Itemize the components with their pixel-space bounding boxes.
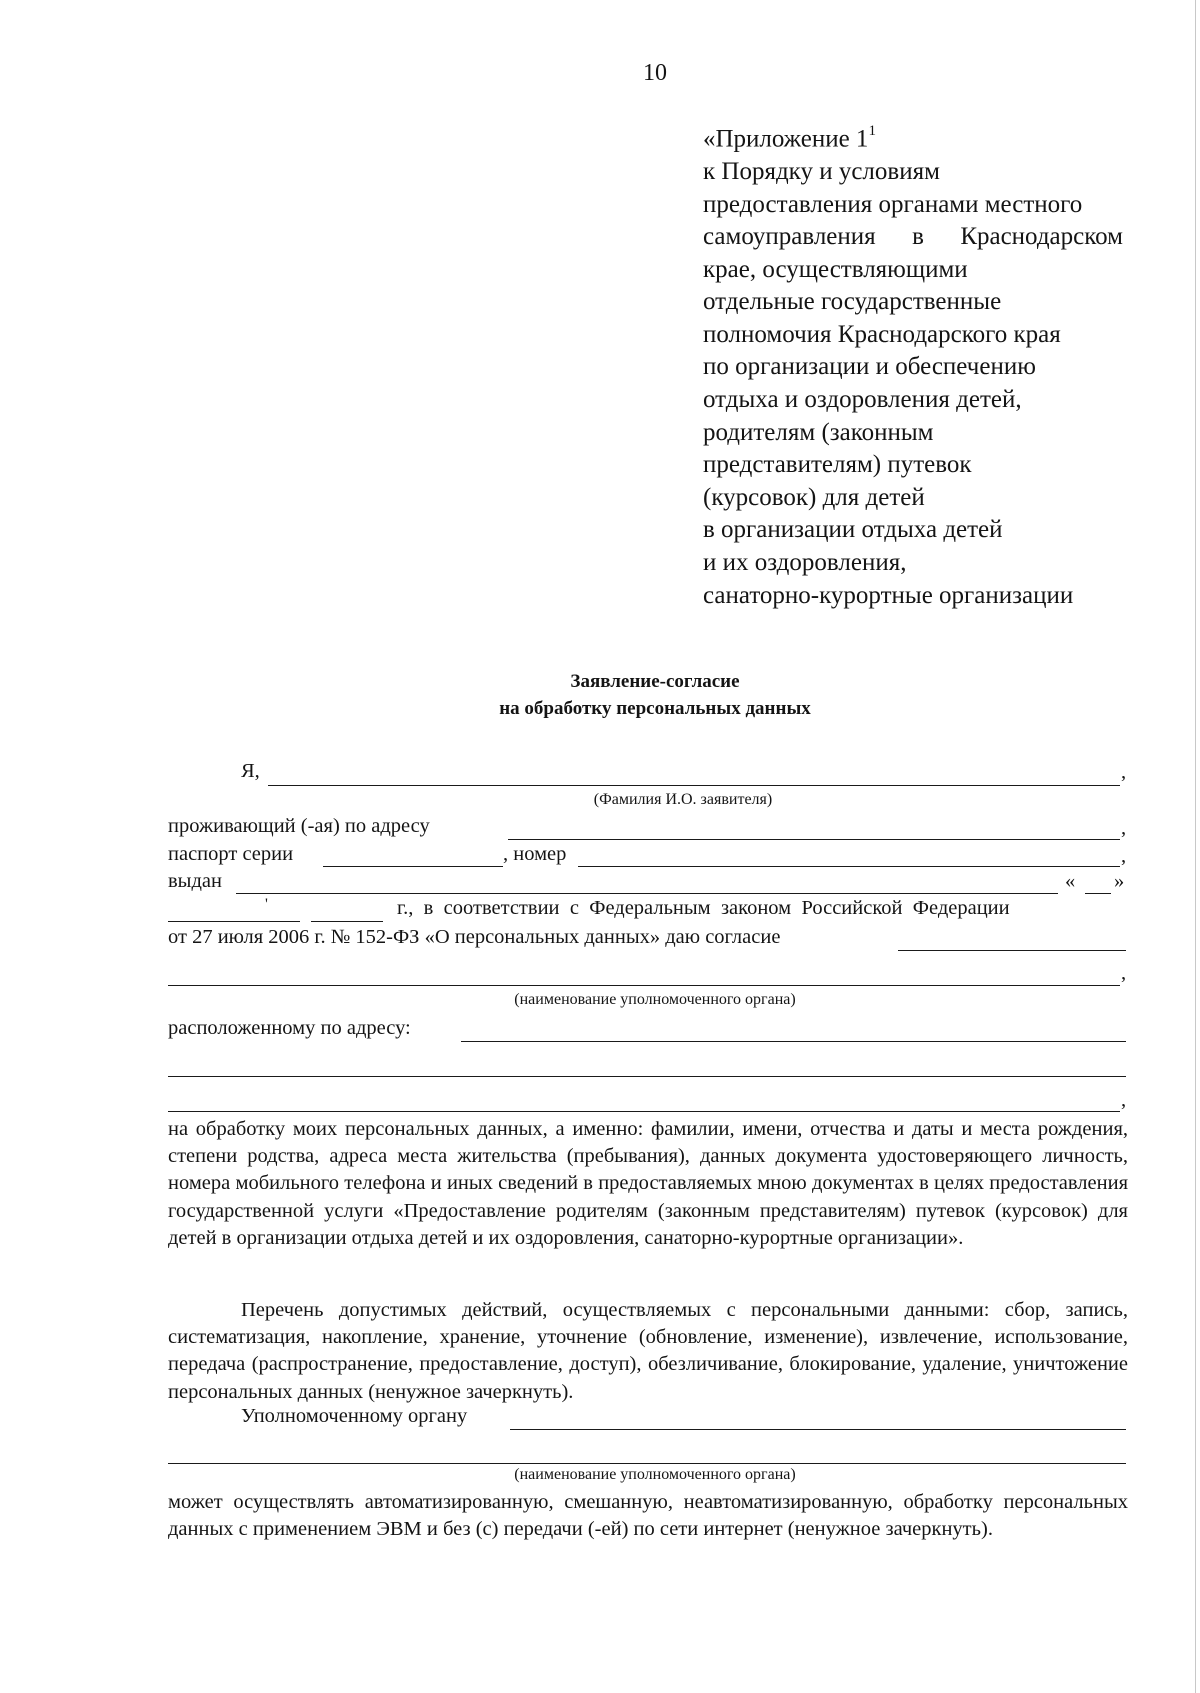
apostrophe-mark: ' [265, 896, 268, 913]
consent-to-field[interactable] [898, 950, 1126, 951]
month-field[interactable] [168, 921, 300, 922]
appendix-line: по организации и обеспечению [703, 353, 1036, 381]
authorized-authority-field-2[interactable] [168, 1463, 1126, 1464]
authority-name-field[interactable] [168, 985, 1120, 986]
law-reference-text: г., в соответствии с Федеральным законом Российской Федерации [397, 897, 1010, 919]
appendix-line: санаторно-курортные организации [703, 581, 1074, 609]
issued-label: выдан [168, 870, 222, 892]
appendix-line: предоставления органами местного [703, 190, 1083, 218]
passport-label: паспорт серии [168, 843, 294, 865]
passport-number-field[interactable] [578, 866, 1120, 867]
appendix-line: самоуправления в Краснодарском [703, 223, 1123, 251]
title-line-2: на обработку персональных данных [499, 698, 811, 719]
located-label: расположенному по адресу: [168, 1017, 411, 1039]
year-field[interactable] [311, 921, 383, 922]
appendix-line: полномочия Краснодарского края [703, 320, 1061, 348]
comma: , [1121, 817, 1127, 839]
quote-open: « [1065, 870, 1076, 892]
ya-label: Я, [241, 760, 260, 782]
authority-caption: (наименование уполномоченного органа) [514, 991, 796, 1008]
appendix-line: родителям (законным [703, 418, 934, 446]
residing-label: проживающий (-ая) по адресу [168, 815, 430, 837]
number-label: , номер [503, 843, 567, 865]
page-number: 10 [643, 60, 667, 86]
authority-address-field[interactable] [461, 1041, 1126, 1042]
title-line-1: Заявление-согласие [570, 671, 740, 692]
document-title [0, 668, 1200, 722]
passport-series-field[interactable] [323, 866, 503, 867]
applicant-name-field[interactable] [268, 785, 1120, 786]
consent-text: от 27 июля 2006 г. № 152-ФЗ «О персональных данных» даю согласие [168, 926, 781, 948]
applicant-caption: (Фамилия И.О. заявителя) [593, 791, 773, 808]
appendix-line: и их оздоровления, [703, 549, 907, 577]
quote-close: » [1114, 870, 1125, 892]
day-field[interactable] [1085, 893, 1111, 894]
authority-address-field-2[interactable] [168, 1076, 1126, 1077]
comma: , [1121, 1089, 1127, 1111]
scan-edge-line [1195, 0, 1196, 1693]
authorized-label: Уполномоченному органу [241, 1405, 468, 1427]
appendix-line: отдельные государственные [703, 288, 1002, 316]
actions-paragraph: Перечень допустимых действий, осуществляемых с персональными данными: сбор, запись, систематизация, накопление, хранение, уточнение (обновление, изменение), извлечение, использование, передача (распространение, предоставление, доступ), обезличивание, блокирование, удаление, уничтожение персональных данных (ненужное зачеркнуть). [168, 1299, 1128, 1403]
address-field[interactable] [508, 839, 1120, 840]
appendix-superscript: 1 [868, 123, 876, 139]
appendix-line: представителям) путевок [703, 451, 972, 479]
appendix-block [703, 117, 1123, 612]
comma: , [1121, 845, 1127, 867]
consent-paragraph: на обработку моих персональных данных, а именно: фамилии, имени, отчества и даты и места рождения, степени родства, адреса места жительства (пребывания), данных документа удостоверяющего личность, номера мобильного телефона и иных сведений в предоставляемых мною документах в целях предоставления государственной услуги «Предоставление родителям (законным представителям) путевок (курсовок) для детей в организации отдыха детей и их оздоровления, санаторно-курортные организации». [168, 1118, 1128, 1249]
authority-address-field-3[interactable] [168, 1111, 1120, 1112]
comma: , [1121, 962, 1127, 984]
appendix-line: крае, осуществляющими [703, 255, 968, 283]
comma: , [1121, 761, 1127, 783]
authorized-authority-field[interactable] [510, 1429, 1126, 1430]
issued-by-field[interactable] [236, 893, 1058, 894]
appendix-line: «Приложение $1^1$ [703, 123, 876, 153]
appendix-line: к Порядку и условиям [703, 157, 940, 185]
processing-paragraph: может осуществлять автоматизированную, смешанную, неавтоматизированную, обработку персональных данных с применением ЭВМ и без (с) передачи (-ей) по сети интернет (ненужное зачеркнуть). [168, 1491, 1128, 1541]
authority-caption-2: (наименование уполномоченного органа) [514, 1466, 796, 1483]
appendix-line: в организации отдыха детей [703, 516, 1003, 544]
appendix-line: отдыха и оздоровления детей, [703, 386, 1022, 414]
appendix-line: (курсовок) для детей [703, 483, 925, 511]
